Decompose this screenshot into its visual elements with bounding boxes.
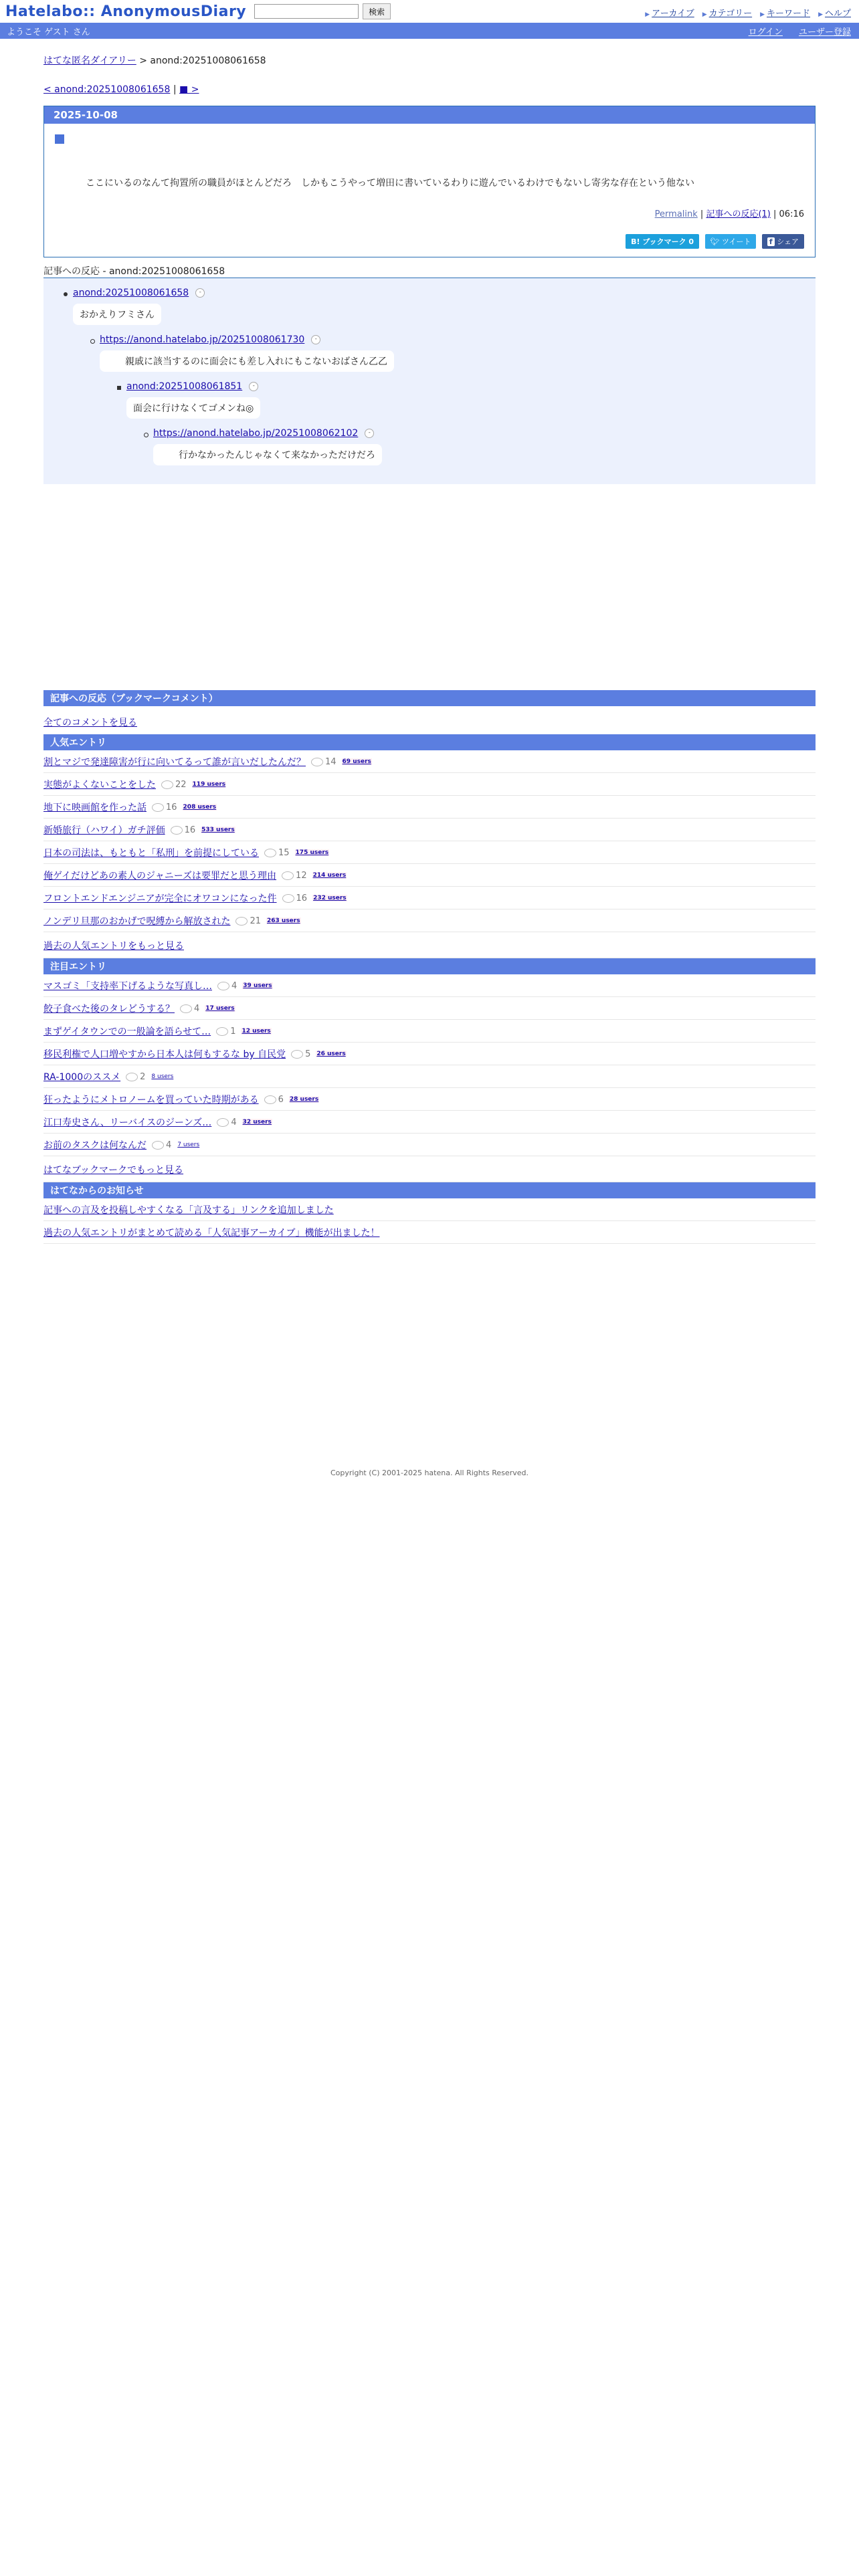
bookmark-users-badge[interactable]: 39 users [243,982,272,989]
notice-item [43,1221,816,1244]
comment-bubble-icon [217,982,229,990]
notice-list [43,1198,816,1244]
all-comments-link[interactable]: 全てのコメントを見る [43,718,137,728]
search-button[interactable]: 検索 [363,3,391,19]
popular-more-link[interactable]: 過去の人気エントリをもっと見る [43,941,184,952]
entry-link[interactable]: 俺ゲイだけどあの素人のジャニーズは要罪だと思う理由 [43,871,277,881]
bookmark-users-badge[interactable]: 208 users [183,804,217,811]
comment-count [217,981,237,991]
comment-bubble-icon [180,1004,192,1013]
comment-bubble-icon [152,1141,164,1150]
entry-link[interactable]: 餃子食べた後のタレどうする？ [43,1004,175,1014]
notice-item [43,1198,816,1221]
bookmark-users-badge[interactable]: 533 users [201,827,235,833]
top-nav [645,6,851,19]
tweet-button[interactable]: 🐦︎ ツイート [705,234,757,249]
archive-link[interactable]: ▶ アーカイブ [645,6,694,19]
bookmark-comments-title: 記事への反応（ブックマークコメント） [43,690,816,706]
entry-row [43,819,816,841]
bookmark-users-badge[interactable]: 175 users [295,849,329,856]
copyright: Copyright (C) 2001-2025 hatena. All Rights Reserved. [330,1469,529,1477]
breadcrumb-home[interactable]: はてな匿名ダイアリー [43,56,136,66]
entry-nav [43,84,816,95]
entry-time: 06:16 [779,209,804,219]
notice-link[interactable]: 過去の人気エントリがまとめて読める「人気記事アーカイブ」機能が出ました！ [43,1228,380,1239]
comment-count-value: 12 [296,870,307,881]
comment-bubble-icon [152,803,164,812]
entry-row [43,750,816,773]
popular-more [43,932,816,958]
comment-count [216,1027,235,1037]
comment-count [235,916,261,926]
bookmark-users-badge[interactable]: 232 users [313,895,347,901]
comment-count-value: 6 [278,1094,284,1105]
attention-more [43,1156,816,1182]
comment-count [171,825,196,835]
comment-count-value: 4 [231,980,237,991]
comment-count-value: 1 [230,1026,236,1037]
entry-link[interactable]: 実態がよくないことをした [43,780,156,790]
site-logo[interactable]: Hatelabo:: AnonymousDiary [5,3,247,20]
top-bar [0,0,859,23]
entry-row [43,841,816,864]
comment-count-value: 21 [250,916,261,926]
reaction-link[interactable]: anond:20251008061851 [126,381,243,392]
reaction-node [153,428,816,465]
entry-link[interactable]: 江口寿史さん、リーバイスのジーンズ… [43,1117,212,1128]
reaction-node [126,381,816,419]
comment-count [311,757,337,767]
entry-row [43,864,816,887]
entry-date: 2025-10-08 [44,106,815,124]
entry-row [43,909,816,932]
comment-count-value: 22 [175,779,187,790]
entry-link[interactable]: 移民利権で人口増やすから日本人は何もするな by 自民党 [43,1049,286,1060]
reaction-link[interactable]: https://anond.hatelabo.jp/20251008061730 [100,334,305,345]
comment-count [282,893,308,903]
bookmark-users-badge[interactable]: 8 users [151,1073,174,1080]
entry-link[interactable]: 狂ったようにメトロノームを買っていた時期がある [43,1095,259,1105]
welcome-text: ようこそ ゲスト さん [7,27,90,37]
breadcrumb [43,53,816,67]
entry-row [43,1065,816,1088]
bookmark-users-badge[interactable]: 69 users [342,758,371,765]
entry-link[interactable]: フロントエンドエンジニアが完全にオワコンになった件 [43,893,277,904]
entry-row [43,1020,816,1043]
comment-count [161,780,187,790]
entry-text: ここにいるのなんて拘置所の職員がほとんどだろ しかもこうやって増田に書いているわりに遊んでいるわけでもないし寄劣な存在という他ない [86,178,694,189]
entry-footer: Permalink | 記事への反応(1) | 06:16 [654,209,804,219]
register-link[interactable]: ユーザー登録 [798,27,851,37]
comment-count [180,1004,199,1014]
entry-row [43,887,816,909]
comment-bubble-icon [311,758,323,766]
reactions-tree [43,278,816,484]
entry-row [43,974,816,997]
entry-link[interactable]: RA-1000のススメ [43,1072,121,1083]
entry-link[interactable]: ノンデリ旦那のおかげで呪縛から解放された [43,916,231,927]
comment-count-value: 4 [166,1140,172,1150]
comment-count-value: 2 [140,1071,146,1082]
comment-count-value: 16 [184,825,196,835]
comment-count-value: 16 [296,893,308,903]
ad-space [43,484,816,690]
entry-link[interactable]: 割とマジで発達障害が行に向いてるって誰が言いだしたんだ？ [43,757,306,768]
category-link[interactable]: ▶ カテゴリー [702,6,752,19]
comment-count [291,1049,310,1059]
notice-link[interactable]: 記事への言及を投稿しやすくなる「言及する」リンクを追加しました [43,1205,334,1216]
comment-count [152,1140,171,1150]
entry-link[interactable]: お前のタスクは何なんだ [43,1140,147,1151]
hatena-bookmark-button[interactable]: B! ブックマーク 0 [626,234,699,249]
attention-more-link[interactable]: はてなブックマークでもっと見る [43,1165,184,1176]
bookmark-users-badge[interactable]: 28 users [289,1096,319,1103]
comment-count [264,848,290,858]
popular-title: 人気エントリ [43,734,816,750]
bookmark-users-badge[interactable]: 7 users [177,1142,200,1148]
entry-link[interactable]: まずゲイタウンでの一般論を語らせて… [43,1027,211,1037]
comment-bubble-icon [282,894,294,903]
comment-count [282,871,307,881]
bookmark-users-badge[interactable]: 32 users [242,1119,272,1125]
reactions-header: 記事への反応 - anond:20251008061658 [43,266,225,277]
entry-link[interactable]: 地下に映画館を作った話 [43,802,147,813]
entry-link[interactable]: マスゴミ「支持率下げるような写真し… [43,981,212,992]
bookmark-users-badge[interactable]: 26 users [316,1051,346,1057]
comment-bubble-icon [235,917,248,926]
help-link[interactable]: ▶ ヘルプ [818,6,851,19]
toggle-icon[interactable]: - [311,335,320,344]
toggle-icon[interactable]: - [195,288,205,298]
notice-title: はてなからのお知らせ [43,1182,816,1198]
reactions-link[interactable]: 記事への反応(1) [706,209,771,219]
comment-bubble-icon [264,1095,276,1104]
reaction-link[interactable]: anond:20251008061658 [73,288,189,298]
comment-count-value: 4 [231,1117,237,1128]
bookmark-users-badge[interactable]: 119 users [192,781,226,788]
comment-bubble-icon [216,1027,228,1036]
entry-nav-sep: | [170,84,180,95]
comment-count-value: 5 [305,1049,311,1059]
comment-count-value: 15 [278,847,290,858]
breadcrumb-current: anond:20251008061658 [150,56,266,66]
next-entry-link[interactable]: ■ > [179,84,199,95]
all-comments [43,706,816,734]
entry-row [43,1111,816,1134]
search-input[interactable] [254,4,359,19]
facebook-icon: f [767,237,775,246]
comment-bubble-icon [126,1073,138,1081]
popular-list [43,750,816,932]
reaction-node [73,288,816,325]
entry-row [43,796,816,819]
entry-anchor-icon[interactable] [55,134,64,144]
reaction-text: 面会に行けなくてゴメンね◎ [126,397,260,419]
comment-count [264,1095,284,1105]
comment-count-value: 4 [194,1003,200,1014]
keyword-link[interactable]: ▶ キーワード [760,6,810,19]
login-link[interactable]: ログイン [748,27,783,37]
bookmark-users-badge[interactable]: 17 users [205,1005,235,1012]
comment-bubble-icon [264,849,276,857]
attention-title: 注目エントリ [43,958,816,974]
entry-box [43,106,816,257]
comment-bubble-icon [291,1050,303,1059]
entry-link[interactable]: 日本の司法は、もともと「私刑」を前提にしている [43,848,259,859]
main-content [43,39,816,1477]
attention-list [43,974,816,1156]
comment-bubble-icon [282,871,294,880]
facebook-share-button[interactable]: f シェア [762,234,804,249]
bookmark-users-badge[interactable]: 12 users [242,1028,271,1035]
comment-count [126,1072,145,1082]
comment-bubble-icon [161,780,173,789]
comment-count [152,802,177,813]
entry-row [43,1043,816,1065]
breadcrumb-sep: > [136,56,151,66]
reaction-link[interactable]: https://anond.hatelabo.jp/20251008062102 [153,428,359,439]
entry-link[interactable]: 新婚旅行（ハワイ）ガチ評価 [43,825,165,836]
prev-entry-link[interactable]: < anond:20251008061658 [43,84,171,95]
bookmark-users-badge[interactable]: 214 users [312,872,347,879]
reaction-text: 行かなかったんじゃなくて来なかっただけだろ [153,444,382,465]
comment-count-value: 16 [166,802,177,813]
entry-row [43,997,816,1020]
entry-row [43,1088,816,1111]
reaction-node [100,334,816,372]
bookmark-users-badge[interactable]: 263 users [267,918,300,924]
twitter-icon: 🐦︎ [710,237,720,246]
comment-count-value: 14 [325,756,337,767]
permalink[interactable]: Permalink [654,209,698,219]
reaction-text: 親戚に該当するのに面会にも差し入れにもこないおばさん乙乙 [100,350,394,372]
comment-bubble-icon [217,1118,229,1127]
toggle-icon[interactable]: - [249,382,258,391]
entry-row [43,773,816,796]
toggle-icon[interactable]: - [365,429,374,438]
user-bar [0,23,859,39]
comment-count [217,1117,236,1128]
reaction-text: おかえりフミさん [73,304,161,325]
comment-bubble-icon [171,826,183,835]
share-buttons [55,234,804,249]
entry-row [43,1134,816,1156]
